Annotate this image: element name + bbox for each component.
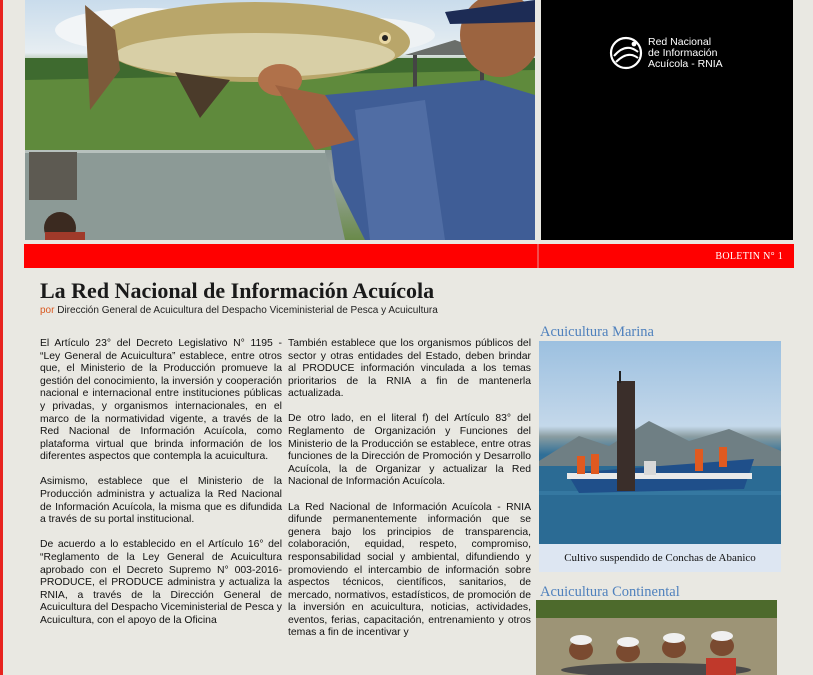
rnia-logo-icon — [608, 32, 644, 74]
article-title: La Red Nacional de Información Acuícola — [40, 278, 435, 303]
header-red-bar — [24, 244, 794, 268]
caption-marina: Cultivo suspendido de Conchas de Abanico — [539, 544, 781, 572]
col1-paragraph-3: De acuerdo a lo establecido en el Artículo 16° del “Reglamento de la Ley General de Acuicultura aprobado con el Decreto Supremo N° 003-2016-PRODUCE, el PRODUCE administra y actualiza la RNIA, a través de la Dirección General de Acuicultura del Despacho Viceministerial de Pesca y Acuicultura, con el apoyo de la Oficina — [40, 539, 282, 626]
article-column-1 — [40, 338, 282, 640]
section-title-continental: Acuicultura Continental — [540, 584, 680, 600]
col2-paragraph-1: También establece que los organismos públicos del sector y otras entidades del Estado, deben brindar al PRODUCE información vinculada a los temas prioritarios de la RNIA a fin de mantenerla actualizada. — [288, 338, 531, 400]
col2-paragraph-2: De otro lado, en el literal f) del Artículo 83° del Reglamento de Organización y Funciones del Ministerio de la Producción se establece, entre otras funciones de la Dirección de Promoción y Desarrollo Acuícola, la de Organizar y actualizar la Red Nacional de Información Acuícola. — [288, 413, 531, 488]
col1-paragraph-2: Asimismo, establece que el Ministerio de la Producción administra y actualiza la Red Nacional de Información Acuícola, la misma que es difundida a través de su portal institucional. — [40, 476, 282, 526]
rnia-logo-text — [648, 37, 723, 70]
hero-photo-fish — [25, 0, 535, 240]
photo-continental-fish — [536, 600, 777, 675]
article-column-2 — [288, 338, 531, 653]
left-red-stripe — [0, 0, 3, 675]
byline-prefix: por — [40, 305, 55, 316]
col2-paragraph-3: La Red Nacional de Información Acuícola - RNIA difunde permanentemente información que se genera bajo los principios de transparencia, colaboración, equidad, respeto, compromiso, responsabilidad social y ambiental, difundiendo y promoviendo el intercambio de información sobre aspectos técnicos, científicos, sanitarios, de mercado, normativos, estadísticos, de promoción de la inversión en acuicultura, noticias, actividades, eventos, ferias, capacitación, entrenamiento y otros temas a fin de incentivar y — [288, 501, 531, 639]
section-title-marina: Acuicultura Marina — [540, 324, 654, 340]
byline-author: Dirección General de Acuicultura del Despacho Viceministerial de Pesca y Acuicultura — [57, 305, 438, 316]
photo-marine-boat — [539, 341, 781, 544]
logo-line-1: Red Nacional — [648, 36, 712, 48]
logo-line-3: Acuícola - RNIA — [648, 58, 723, 70]
logo-line-2: de Información — [648, 47, 718, 59]
header-bar-divider — [537, 244, 539, 268]
boletin-number: BOLETIN N° 1 — [715, 251, 783, 262]
col1-paragraph-1: El Artículo 23° del Decreto Legislativo N° 1195 - “Ley General de Acuicultura” establece, entre otros que, el Ministerio de la Producción promueve la gestión del conocimiento, la inversión y cooperación nacional e internacional entre instituciones públicas y privadas, y organismos internacionales, en el marco de la normatividad vigente, a través de la Red Nacional de Información Acuícola, como plataforma virtual que brinda información de los diferentes aspectos que contempla la acuicultura. — [40, 338, 282, 463]
article-byline — [40, 305, 438, 316]
